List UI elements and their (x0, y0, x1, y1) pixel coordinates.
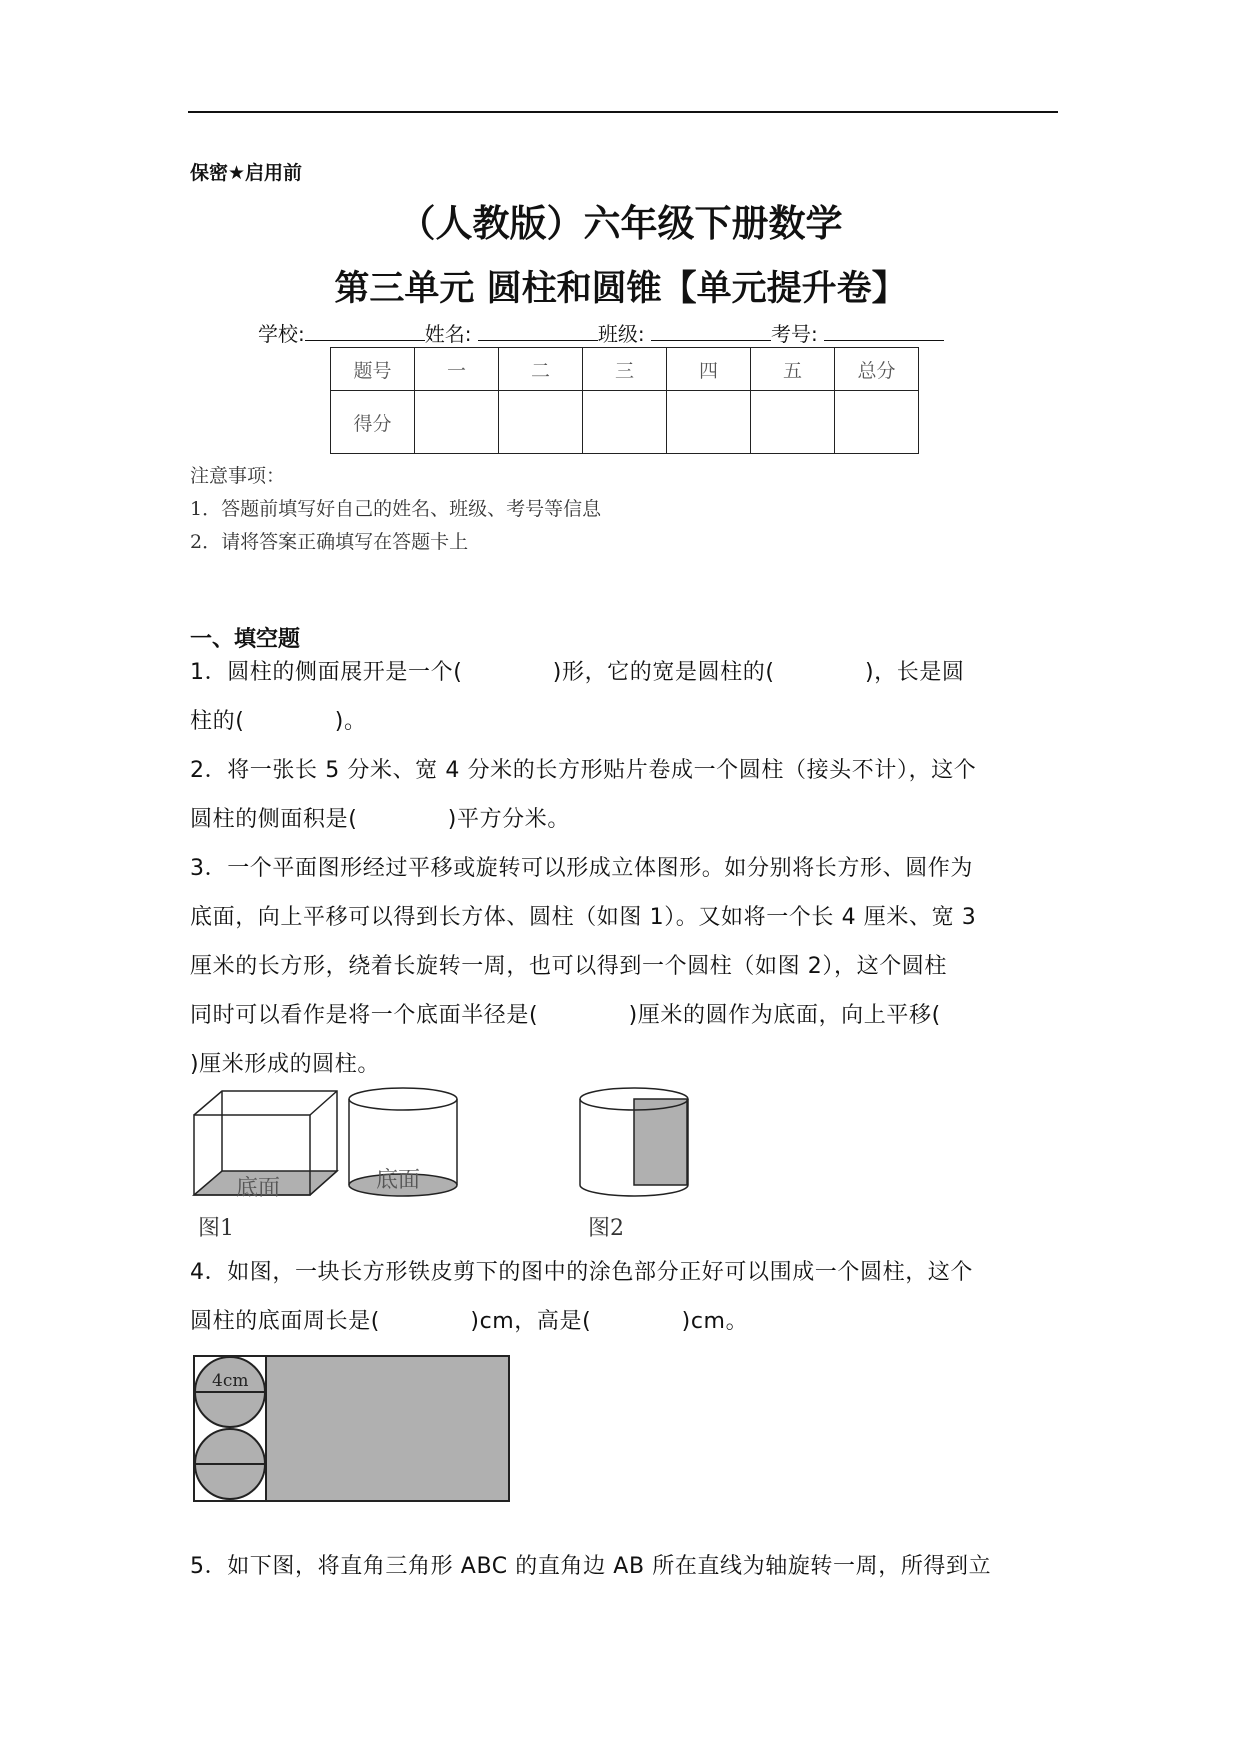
cylinder-base-label: 底面 (376, 1168, 421, 1193)
score-header-cell: 二 (499, 348, 583, 391)
exam-no-label: 考号: (770, 322, 818, 346)
school-label: 学校: (258, 322, 305, 346)
figure-1-2 (180, 1085, 740, 1245)
class-blank[interactable] (651, 322, 771, 341)
score-row-label: 得分 (331, 391, 415, 454)
score-header-cell: 三 (583, 348, 667, 391)
question-line: )厘米形成的圆柱。 (190, 1052, 380, 1077)
page-title: （人教版）六年级下册数学 (398, 202, 843, 245)
notes-item: 2．请将答案正确填写在答题卡上 (190, 531, 469, 553)
metal-sheet-figure (190, 1352, 520, 1512)
page-subtitle: 第三单元 圆柱和圆锥【单元提升卷】 (334, 269, 907, 309)
diameter-label: 4cm (212, 1371, 249, 1391)
name-label: 姓名: (424, 322, 472, 346)
question-line: 圆柱的底面周长是( )cm，高是( )cm。 (190, 1309, 749, 1334)
score-header-cell: 五 (751, 348, 835, 391)
score-cell[interactable] (415, 391, 499, 454)
score-cell[interactable] (667, 391, 751, 454)
question-line: 底面，向上平移可以得到长方体、圆柱（如图 1）。又如将一个长 4 厘米、宽 3 (190, 905, 977, 930)
question-line: 3．一个平面图形经过平移或旋转可以形成立体图形。如分别将长方形、圆作为 (190, 856, 973, 881)
score-header-cell: 四 (667, 348, 751, 391)
notes-heading: 注意事项： (190, 465, 286, 487)
section-title: 一、填空题 (190, 627, 301, 652)
question-line: 圆柱的侧面积是( )平方分米。 (190, 807, 570, 832)
score-table-header-row (331, 348, 919, 391)
question-line: 柱的( )。 (190, 709, 367, 734)
score-table (330, 347, 919, 454)
question-line: 厘米的长方形，绕着长旋转一周，也可以得到一个圆柱（如图 2），这个圆柱 (190, 954, 947, 979)
score-header-cell: 题号 (331, 348, 415, 391)
notes-item: 1．答题前填写好自己的姓名、班级、考号等信息 (190, 498, 602, 520)
score-header-cell: 总分 (835, 348, 919, 391)
score-header-cell: 一 (415, 348, 499, 391)
question-line: 同时可以看作是将一个底面半径是( )厘米的圆作为底面，向上平移( (190, 1003, 941, 1028)
class-label: 班级: (597, 322, 645, 346)
cylinder-figure-2 (580, 1088, 688, 1196)
question-line: 5．如下图，将直角三角形 ABC 的直角边 AB 所在直线为轴旋转一周，所得到立 (190, 1554, 992, 1579)
score-cell[interactable] (835, 391, 919, 454)
exam-no-blank[interactable] (824, 322, 944, 341)
score-table-score-row (331, 391, 919, 454)
figure-1-caption: 图1 (198, 1216, 234, 1241)
figure-2-caption: 图2 (588, 1216, 624, 1241)
name-blank[interactable] (478, 322, 598, 341)
top-rule (188, 111, 1058, 113)
student-info-line (258, 318, 944, 347)
cuboid-base-label: 底面 (236, 1176, 281, 1201)
score-cell[interactable] (751, 391, 835, 454)
score-cell[interactable] (499, 391, 583, 454)
question-line: 2．将一张长 5 分米、宽 4 分米的长方形贴片卷成一个圆柱（接头不计），这个 (190, 758, 977, 783)
question-line: 1．圆柱的侧面展开是一个( )形，它的宽是圆柱的( )，长是圆 (190, 660, 965, 685)
question-line: 4．如图，一块长方形铁皮剪下的图中的涂色部分正好可以围成一个圆柱，这个 (190, 1260, 973, 1285)
school-blank[interactable] (305, 322, 425, 341)
confidential-label: 保密★启用前 (190, 162, 303, 184)
score-cell[interactable] (583, 391, 667, 454)
